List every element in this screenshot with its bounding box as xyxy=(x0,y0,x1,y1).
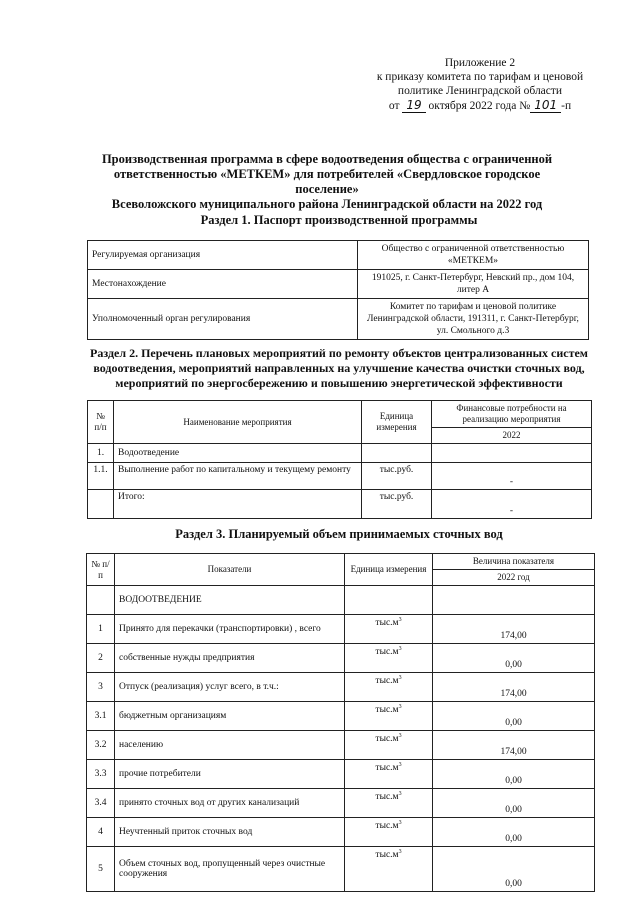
appendix-suffix: -п xyxy=(561,100,572,112)
title-line-2: ответственностью «МЕТКЕМ» для потребителей «Свердловское городское поселение» xyxy=(113,167,541,196)
appendix-block xyxy=(370,56,590,113)
unit-base: тыс.м xyxy=(375,705,399,716)
table-row xyxy=(88,444,592,463)
passport-value: Комитет по тарифам и ценовой политике Ленинградской области, 191311, г. Санкт-Петербург, ул. Смольного д.3 xyxy=(358,299,589,340)
row-unit xyxy=(345,702,433,731)
row-num: 4 xyxy=(87,818,115,847)
row-unit: тыс.руб. xyxy=(362,490,432,519)
row-unit xyxy=(345,615,433,644)
row-num: 5 xyxy=(87,847,115,892)
unit-base: тыс.м xyxy=(375,850,399,861)
row-num: 3.4 xyxy=(87,789,115,818)
row-name: прочие потребители xyxy=(115,760,345,789)
unit-base: тыс.м xyxy=(375,647,399,658)
passport-value: 191025, г. Санкт-Петербург, Невский пр., дом 104, литер А xyxy=(358,270,589,299)
col-unit: Единица измерения xyxy=(345,554,433,586)
row-value: 174,00 xyxy=(433,731,595,760)
unit-base: тыс.м xyxy=(375,792,399,803)
table-row xyxy=(87,702,595,731)
table-row xyxy=(88,463,592,490)
group-label: ВОДООТВЕДЕНИЕ xyxy=(115,586,345,615)
row-num: 3.2 xyxy=(87,731,115,760)
row-name: Итого: xyxy=(114,490,362,519)
row-unit xyxy=(345,789,433,818)
appendix-committee: политике Ленинградской области xyxy=(397,85,563,97)
col-num: № п/п xyxy=(87,554,115,586)
passport-label: Уполномоченный орган регулирования xyxy=(88,299,358,340)
appendix-day: 19 xyxy=(402,98,425,113)
unit-sup: 3 xyxy=(398,617,402,623)
table-row xyxy=(87,673,595,702)
unit-sup: 3 xyxy=(398,646,402,652)
col-finance: Финансовые потребности на реализацию мероприятия xyxy=(432,401,592,428)
row-num: 1 xyxy=(87,615,115,644)
appendix-date-line xyxy=(370,98,590,113)
appendix-number: 101 xyxy=(530,98,561,113)
table-row xyxy=(87,818,595,847)
table-row xyxy=(87,760,595,789)
row-unit xyxy=(345,760,433,789)
row-unit xyxy=(345,818,433,847)
wastewater-table xyxy=(86,553,595,892)
measures-table xyxy=(87,400,592,519)
unit-sup: 3 xyxy=(398,849,402,855)
row-name: Водоотведение xyxy=(114,444,362,463)
row-value: 0,00 xyxy=(433,818,595,847)
row-name: населению xyxy=(115,731,345,760)
row-value: 174,00 xyxy=(433,615,595,644)
row-name: Принято для перекачки (транспортировки) , всего xyxy=(115,615,345,644)
document-title xyxy=(92,152,562,212)
table-row xyxy=(88,241,589,270)
table-row xyxy=(88,490,592,519)
row-name: принято сточных вод от других канализаций xyxy=(115,789,345,818)
passport-value: Общество с ограниченной ответственностью «МЕТКЕМ» xyxy=(358,241,589,270)
appendix-order: к приказу комитета по тарифам и ценовой xyxy=(376,71,584,83)
row-value: 174,00 xyxy=(433,673,595,702)
row-num: 3 xyxy=(87,673,115,702)
row-name: бюджетным организациям xyxy=(115,702,345,731)
row-unit xyxy=(345,644,433,673)
table-row xyxy=(87,586,595,615)
col-year: 2022 xyxy=(432,428,592,444)
row-num xyxy=(88,490,114,519)
row-unit xyxy=(345,673,433,702)
col-year: 2022 год xyxy=(433,570,595,586)
row-value: 0,00 xyxy=(433,644,595,673)
row-name: Неучтенный приток сточных вод xyxy=(115,818,345,847)
appendix-from: от xyxy=(388,100,400,112)
table-row xyxy=(87,644,595,673)
passport-label: Регулируемая организация xyxy=(88,241,358,270)
row-name: собственные нужды предприятия xyxy=(115,644,345,673)
unit-sup: 3 xyxy=(398,791,402,797)
row-name: Выполнение работ по капитальному и текущему ремонту xyxy=(114,463,362,490)
unit-base: тыс.м xyxy=(375,763,399,774)
passport-label: Местонахождение xyxy=(88,270,358,299)
unit-base: тыс.м xyxy=(375,618,399,629)
passport-table xyxy=(87,240,589,340)
section1-heading: Раздел 1. Паспорт производственной программы xyxy=(200,213,478,227)
row-name: Отпуск (реализация) услуг всего, в т.ч.: xyxy=(115,673,345,702)
col-num: № п/п xyxy=(88,401,114,444)
title-line-1: Производственная программа в сфере водоотведения общества с ограниченной xyxy=(101,152,553,166)
table-header-row xyxy=(87,554,595,570)
row-value: 0,00 xyxy=(433,847,595,892)
table-row xyxy=(88,270,589,299)
unit-sup: 3 xyxy=(398,733,402,739)
row-unit xyxy=(362,444,432,463)
unit-base: тыс.м xyxy=(375,821,399,832)
table-header-row xyxy=(88,401,592,428)
row-value: - xyxy=(432,463,592,490)
table-row xyxy=(87,731,595,760)
row-num: 1.1. xyxy=(88,463,114,490)
col-name: Наименование мероприятия xyxy=(114,401,362,444)
row-num: 3.3 xyxy=(87,760,115,789)
row-value: - xyxy=(432,490,592,519)
unit-sup: 3 xyxy=(398,762,402,768)
unit-base: тыс.м xyxy=(375,676,399,687)
unit-base: тыс.м xyxy=(375,734,399,745)
col-unit: Единица измерения xyxy=(362,401,432,444)
row-unit xyxy=(345,847,433,892)
row-unit xyxy=(345,731,433,760)
row-value: 0,00 xyxy=(433,702,595,731)
section2-heading: Раздел 2. Перечень плановых мероприятий по ремонту объектов централизованных систем водоотведения, мероприятий направленных на улучшение качества очистки сточных вод, мероприятий по энергосбережению и повышению энергетической эффективности xyxy=(90,346,588,390)
unit-sup: 3 xyxy=(398,820,402,826)
row-value: 0,00 xyxy=(433,789,595,818)
table-row xyxy=(87,615,595,644)
table-row xyxy=(87,789,595,818)
row-value xyxy=(432,444,592,463)
col-name: Показатели xyxy=(115,554,345,586)
row-name: Объем сточных вод, пропущенный через очистные сооружения xyxy=(115,847,345,892)
unit-sup: 3 xyxy=(398,675,402,681)
appendix-month-year: октября 2022 года № xyxy=(428,100,531,112)
table-row xyxy=(88,299,589,340)
row-num: 3.1 xyxy=(87,702,115,731)
row-num: 2 xyxy=(87,644,115,673)
appendix-title: Приложение 2 xyxy=(444,57,516,69)
unit-sup: 3 xyxy=(398,704,402,710)
row-num: 1. xyxy=(88,444,114,463)
col-value: Величина показателя xyxy=(433,554,595,570)
section3-heading: Раздел 3. Планируемый объем принимаемых сточных вод xyxy=(175,527,503,541)
row-unit: тыс.руб. xyxy=(362,463,432,490)
table-row xyxy=(87,847,595,892)
row-value: 0,00 xyxy=(433,760,595,789)
title-line-3: Всеволожского муниципального района Ленинградской области на 2022 год xyxy=(111,197,543,211)
